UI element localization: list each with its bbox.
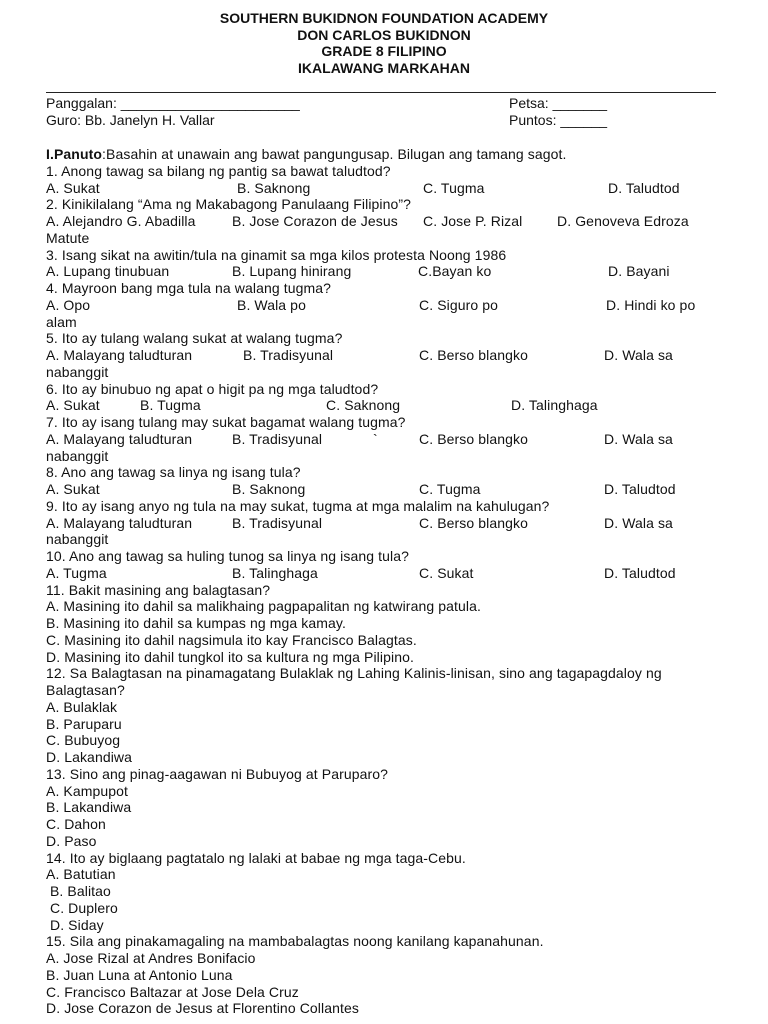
- option-d[interactable]: D. Wala sa: [604, 430, 673, 447]
- question-1-options: [46, 180, 726, 197]
- option-a[interactable]: A. Malayang taludturan: [46, 347, 193, 363]
- option-d[interactable]: D. Taludtod: [604, 564, 676, 581]
- option-a[interactable]: A. Malayang taludturan: [46, 430, 193, 447]
- option-d[interactable]: D. Wala sa: [604, 514, 673, 531]
- option-b[interactable]: B. Paruparu: [46, 715, 122, 732]
- option-d[interactable]: D. Hindi ko po: [606, 296, 696, 313]
- option-d[interactable]: D. Talinghaga: [511, 397, 598, 414]
- question-11: 11. Bakit masining ang balagtasan?: [46, 581, 271, 598]
- question-2-options: [46, 213, 726, 230]
- option-c[interactable]: C. Bubuyog: [46, 732, 121, 749]
- option-d[interactable]: D. Jose Corazon de Jesus at Florentino Collantes: [46, 1000, 359, 1017]
- option-b[interactable]: B. Tradisyunal: [243, 347, 334, 363]
- option-d[interactable]: D. Taludtod: [608, 179, 680, 196]
- option-c[interactable]: C. Masining ito dahil nagsimula ito kay Francisco Balagtas.: [46, 631, 417, 648]
- question-9: 9. Ito ay isang anyo ng tula na may sukat, tugma at mga malalim na kahulugan?: [46, 497, 550, 514]
- option-d[interactable]: D. Genoveva Edroza: [557, 213, 689, 229]
- question-8-options: [46, 481, 726, 498]
- question-6-options: [46, 397, 726, 414]
- option-a[interactable]: A. Alejandro G. Abadilla: [46, 213, 196, 229]
- question-6: 6. Ito ay binubuo ng apat o higit pa ng mga taludtod?: [46, 380, 379, 397]
- option-a[interactable]: A. Lupang tinubuan: [46, 263, 170, 280]
- option-d[interactable]: D. Paso: [46, 832, 97, 849]
- option-b[interactable]: B. Lupang hinirang: [232, 263, 352, 280]
- student-info: [46, 95, 726, 128]
- question-13: 13. Sino ang pinag-aagawan ni Bubuyog at Paruparo?: [46, 765, 389, 782]
- date-field[interactable]: Petsa: _______: [509, 95, 608, 111]
- stray-mark: `: [373, 430, 378, 447]
- question-7-options: [46, 431, 726, 448]
- question-7-option-d-continued: nabanggit: [46, 447, 109, 464]
- question-4: 4. Mayroon bang mga tula na walang tugma?: [46, 280, 332, 296]
- school-name: SOUTHERN BUKIDNON FOUNDATION ACADEMY: [219, 10, 549, 26]
- questions: [46, 146, 726, 1017]
- option-a[interactable]: A. Batutian: [46, 866, 116, 883]
- option-a[interactable]: A. Bulaklak: [46, 698, 118, 715]
- question-4-options: [46, 297, 726, 314]
- document-header: [0, 10, 768, 76]
- option-b[interactable]: B. Lakandiwa: [46, 799, 132, 816]
- option-c[interactable]: C. Saknong: [326, 397, 401, 414]
- option-a[interactable]: A. Jose Rizal at Andres Bonifacio: [46, 950, 256, 966]
- question-10-options: [46, 565, 726, 582]
- option-c[interactable]: C. Berso blangko: [419, 347, 528, 363]
- question-9-options: [46, 515, 726, 532]
- option-c[interactable]: C. Dahon: [46, 816, 106, 832]
- option-d[interactable]: D. Bayani: [608, 263, 670, 280]
- option-c[interactable]: C. Berso blangko: [419, 514, 528, 531]
- option-c[interactable]: C. Francisco Baltazar at Jose Dela Cruz: [46, 983, 299, 1000]
- option-c[interactable]: C. Tugma: [423, 179, 485, 196]
- option-a[interactable]: A. Sukat: [46, 397, 100, 414]
- option-b[interactable]: B. Balitao: [46, 883, 111, 899]
- option-b[interactable]: B. Saknong: [237, 179, 311, 196]
- option-d[interactable]: D. Taludtod: [604, 481, 676, 497]
- school-location: DON CARLOS BUKIDNON: [297, 26, 471, 43]
- option-c[interactable]: C.Bayan ko: [418, 263, 492, 280]
- option-d[interactable]: D. Wala sa: [604, 347, 673, 363]
- question-1: 1. Anong tawag sa bilang ng pantig sa bawat taludtod?: [46, 162, 391, 179]
- option-d[interactable]: D. Masining ito dahil tungkol ito sa kultura ng mga Pilipino.: [46, 648, 414, 665]
- question-12: 12. Sa Balagtasan na pinamagatang Bulaklak ng Lahing Kalinis-linisan, sino ang tagapagdaloy ng: [46, 665, 662, 682]
- name-field[interactable]: Panggalan: _______________________: [46, 95, 300, 111]
- option-a[interactable]: A. Malayang taludturan: [46, 514, 193, 531]
- option-d[interactable]: D. Lakandiwa: [46, 749, 133, 765]
- question-15: 15. Sila ang pinakamagaling na mambabalagtas noong kanilang kapanahunan.: [46, 933, 544, 950]
- grade-title: GRADE 8 FILIPINO: [321, 43, 447, 59]
- option-d[interactable]: D. Siday: [46, 916, 104, 933]
- option-a[interactable]: A. Kampupot: [46, 782, 129, 799]
- option-a[interactable]: A. Opo: [46, 296, 91, 313]
- score-field[interactable]: Puntos: ______: [509, 111, 608, 128]
- option-c[interactable]: C. Siguro po: [419, 296, 499, 313]
- option-b[interactable]: B. Tugma: [140, 397, 201, 414]
- option-a[interactable]: A. Sukat: [46, 179, 100, 196]
- question-14: 14. Ito ay biglaang pagtatalo ng lalaki at babae ng mga taga-Cebu.: [46, 849, 466, 866]
- instructions: [46, 146, 726, 163]
- question-10: 10. Ano ang tawag sa huling tunog sa linya ng isang tula?: [46, 548, 409, 564]
- question-2-option-d-continued: Matute: [46, 229, 90, 246]
- instructions-text: :Basahin at unawain ang bawat pangungusap. Bilugan ang tamang sagot.: [102, 146, 567, 162]
- option-c[interactable]: C. Sukat: [419, 564, 474, 581]
- option-b[interactable]: B. Wala po: [237, 296, 306, 313]
- question-9-option-d-continued: nabanggit: [46, 531, 109, 548]
- question-3: 3. Isang sikat na awitin/tula na ginamit sa mga kilos protesta Noong 1986: [46, 246, 507, 263]
- question-8: 8. Ano ang tawag sa linya ng isang tula?: [46, 464, 301, 481]
- option-c[interactable]: C. Duplero: [46, 899, 118, 916]
- question-12-continued: Balagtasan?: [46, 682, 125, 698]
- question-5: 5. Ito ay tulang walang sukat at walang tugma?: [46, 330, 343, 347]
- question-4-option-d-continued: alam: [46, 313, 77, 330]
- question-3-options: [46, 263, 726, 280]
- option-b[interactable]: B. Jose Corazon de Jesus: [232, 213, 398, 229]
- option-a[interactable]: A. Masining ito dahil sa malikhaing pagpapalitan ng katwirang patula.: [46, 598, 481, 615]
- question-2: 2. Kinikilalang “Ama ng Makabagong Panulaang Filipino”?: [46, 196, 412, 213]
- option-c[interactable]: C. Jose P. Rizal: [423, 213, 523, 229]
- option-a[interactable]: A. Sukat: [46, 481, 100, 497]
- option-b[interactable]: B. Tradisyunal: [232, 514, 323, 531]
- instructions-heading: I.Panuto: [46, 146, 103, 162]
- option-b[interactable]: B. Saknong: [232, 481, 306, 497]
- option-a[interactable]: A. Tugma: [46, 564, 107, 581]
- option-b[interactable]: B. Juan Luna at Antonio Luna: [46, 966, 233, 983]
- question-5-options: [46, 347, 726, 364]
- header-divider: [46, 92, 716, 93]
- option-c[interactable]: C. Berso blangko: [419, 430, 528, 447]
- option-b[interactable]: B. Masining ito dahil sa kumpas ng mga kamay.: [46, 615, 346, 631]
- teacher-label: Guro: Bb. Janelyn H. Vallar: [46, 111, 215, 128]
- option-c[interactable]: C. Tugma: [419, 481, 481, 497]
- question-7: 7. Ito ay isang tulang may sukat bagamat walang tugma?: [46, 414, 406, 430]
- option-b[interactable]: B. Talinghaga: [232, 564, 318, 581]
- option-b[interactable]: B. Tradisyunal: [232, 430, 323, 447]
- question-5-option-d-continued: nabanggit: [46, 363, 109, 380]
- quarter-title: IKALAWANG MARKAHAN: [298, 59, 470, 76]
